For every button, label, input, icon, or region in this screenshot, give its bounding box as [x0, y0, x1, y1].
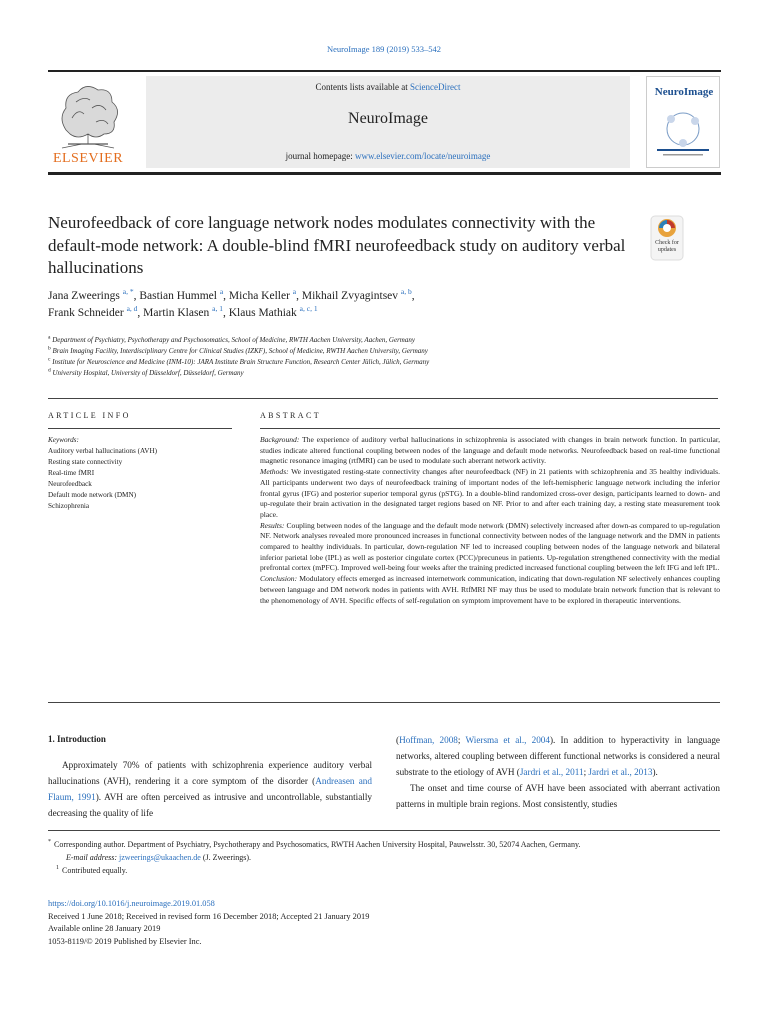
author-affiliation-mark[interactable]: a, * [122, 287, 134, 297]
copyright: 1053-8119/© 2019 Published by Elsevier Inc. [48, 936, 202, 946]
body-text: ). AVH are often perceived as intrusive and uncontrollable, substantially decreasing the quality of life [48, 792, 372, 818]
citation-link[interactable]: Andreasen and Flaum, 1991 [48, 776, 372, 802]
abstract-section-label: Conclusion: [260, 574, 298, 584]
author-affiliation-mark[interactable]: a [219, 287, 224, 297]
body-column-right [396, 732, 720, 812]
body-column-left [48, 757, 372, 821]
body-paragraph [396, 735, 720, 777]
affiliation-item [48, 357, 718, 368]
homepage-prefix: journal homepage: [285, 151, 356, 161]
keywords-label: Keywords: [48, 436, 79, 444]
abstract-section-label: Background: [260, 435, 300, 444]
keyword-item: Auditory verbal hallucinations (AVH) [48, 447, 158, 455]
author-affiliation-mark[interactable]: a, d [126, 304, 138, 314]
citation-link[interactable]: Jardri et al., 2013 [588, 767, 653, 777]
article-info-top-rule [48, 398, 718, 399]
check-for-updates-icon[interactable] [648, 214, 686, 262]
journal-name: NeuroImage [348, 110, 428, 127]
body-text: ). [652, 767, 658, 777]
body-paragraph: The onset and time course of AVH have been associated with aberrant activation patterns in multiple brain regions. Most consistently, studies [396, 783, 720, 809]
abstract-paragraph [260, 467, 720, 521]
author-list: Jana Zweerings $^{a, *}$, Bastian Hummel $^a$, Micha Keller $^a$, Mikhail Zvyagintsev $^{a, b}$, Frank Schneider $^{a, d}$, Martin Klasen $^{a, 1}$, Klaus Mathiak $^{a, c, 1}$ [48, 287, 415, 319]
keyword-item: Real-time fMRI [48, 469, 95, 477]
author-name[interactable]: Jana Zweerings [48, 290, 120, 302]
email-suffix: (J. Zweerings). [200, 853, 252, 862]
footnote-mark: 1 [56, 865, 59, 872]
abstract-text: We investigated resting-state connectivity changes after neurofeedback (NF) in 21 patients with schizophrenia and 35 healthy individuals. All participants underwent two days of neurofeedback training of important nodes of the left-hemispheric language network including the inferior frontal gyrus (IFG) and posterior superior temporal gyrus (pSTG). In a double-blind randomized cross-over design, participants learned to down- and up-regulate their brain activation in the designated target regions based on NF. Prior to and after each training day, a resting state measurement took place. [260, 467, 720, 519]
abstract-rule [260, 428, 720, 429]
affiliation-item [48, 368, 718, 379]
affiliation-text: Brain Imaging Facility, Interdisciplinary Centre for Clinical Studies (IZKF), School of Medicine, RWTH Aachen University, Germany [52, 347, 428, 355]
contents-prefix: Contents lists available at [315, 82, 410, 92]
keywords-block [48, 435, 238, 512]
footnote-text: Contributed equally. [62, 866, 128, 875]
abstract-section-label: Results: [260, 520, 285, 530]
author-affiliation-mark[interactable]: a, b [400, 287, 412, 297]
affiliation-list [48, 335, 718, 379]
citation-link[interactable]: Wiersma et al., 2004 [465, 735, 550, 745]
author-name[interactable]: Micha Keller [228, 290, 290, 302]
author-affiliation-mark[interactable]: a, c, 1 [299, 304, 318, 314]
abstract-body [260, 435, 720, 606]
keyword-item: Neurofeedback [48, 480, 92, 488]
article-info-rule [48, 428, 232, 429]
abstract-paragraph [260, 435, 720, 467]
affiliation-text: Department of Psychiatry, Psychotherapy and Psychosomatics, School of Medicine, RWTH Aachen University, Aachen, Germany [52, 336, 415, 344]
affiliation-text: Institute for Neuroscience and Medicine (INM-10): JARA Institute Brain Structure Function, Research Center Jülich, Jülich, Germany [52, 358, 430, 366]
abstract-paragraph [260, 521, 720, 575]
body-paragraph [48, 757, 372, 821]
author-name[interactable]: Martin Klasen [143, 307, 210, 319]
keyword-item: Default mode network (DMN) [48, 491, 137, 499]
abstract-text: Coupling between nodes of the language and the default mode network (DMN) selectively increased after down-as compared to up-regulation NF. Network analyses revealed more pronounced increases in functional connectivity between nodes of the language network and the DMN in patients compared to healthy individuals. In particular, down-regulation NF led to increased coupling between nodes of the language network and bilateral inferior parietal lobe (IPL) as well as posterior cingulate cortex (PCC)/precuneus in patients. Up-regulation strengthened connectivity with the medial prefrontal cortex (mPFC). Improved well-being four weeks after the training predicted increased functional coupling between the left IFG and left IPL. [260, 520, 720, 573]
homepage-link[interactable]: www.elsevier.com/locate/neuroimage [355, 151, 491, 161]
affiliation-mark: a [48, 334, 51, 341]
author-affiliation-mark[interactable]: a [292, 287, 297, 297]
citation-link[interactable]: Hoffman, 2008 [399, 735, 458, 745]
abstract-section-label: Methods: [260, 467, 289, 477]
affiliation-item [48, 346, 718, 357]
abstract-bottom-rule [48, 702, 720, 703]
body-text: Approximately 70% of patients with schizophrenia experience auditory verbal hallucinations (AVH), rendering it a core symptom of the disorder ( [48, 760, 372, 786]
keyword-item: Schizophrenia [48, 502, 90, 510]
doi-link[interactable]: https://doi.org/10.1016/j.neuroimage.2019.01.058 [48, 899, 215, 908]
body-text: ). In addition to hyperactivity in language networks, altered coupling between different functional networks is considered a neural substrate to the etiology of AVH ( [396, 735, 721, 777]
header-bottom-rule [48, 172, 721, 175]
journal-homepage-line [146, 151, 630, 161]
footnote-rule [48, 830, 720, 831]
citation-link[interactable]: Jardri et al., 2011 [519, 767, 584, 777]
author-name[interactable]: Bastian Hummel [139, 290, 217, 302]
body-text: ( [396, 735, 400, 745]
email-link[interactable]: jzweerings@ukaachen.de [119, 853, 201, 862]
footnote-contributed [48, 864, 720, 877]
header-top-rule [48, 70, 721, 72]
article-info-heading: ARTICLE INFO [48, 411, 131, 420]
received-dates: Received 1 June 2018; Received in revised form 16 December 2018; Accepted 21 January 2019 [48, 911, 370, 921]
keyword-item: Resting state connectivity [48, 458, 123, 466]
online-date: Available online 28 January 2019 [48, 924, 161, 933]
affiliation-mark: b [48, 345, 51, 352]
contents-available-line [146, 82, 630, 92]
author-name[interactable]: Frank Schneider [48, 307, 124, 319]
abstract-text: Modulatory effects emerged as increased internetwork communication, indicating that down-regulation NF selectively enhances coupling between language and DM network nodes in patients with AVH. RtfMRI NF may thus be used to modulate brain network function that is relevant to the phenomenology of AVH. Specific effects of self-regulation on symptom improvement have to be explored in therapeutic interventions. [260, 574, 720, 605]
abstract-paragraph [260, 574, 720, 606]
publisher-name[interactable]: ELSEVIER [52, 151, 124, 166]
section-heading-introduction: 1. Introduction [48, 734, 106, 744]
check-for-updates-label[interactable]: Check for updates [655, 240, 679, 253]
footnote-text: Corresponding author. Department of Psychiatry, Psychotherapy and Psychosomatics, RWTH Aachen University Hospital, Pauwelsstr. 30, 52074 Aachen, Germany. [54, 840, 581, 849]
sciencedirect-link[interactable]: ScienceDirect [410, 82, 461, 92]
footnotes [48, 838, 720, 877]
email-label: E-mail address: [66, 853, 120, 862]
body-text: ; [457, 735, 466, 745]
author-name[interactable]: Klaus Mathiak [228, 307, 297, 319]
article-title: Neurofeedback of core language network nodes modulates connectivity with the default-mode network: A double-blind fMRI neurofeedback study on auditory verbal hallucinations [48, 213, 626, 277]
cover-journal-title: NeuroImage [654, 86, 714, 98]
affiliation-mark: d [48, 367, 51, 374]
affiliation-item [48, 335, 718, 346]
footnote-corresponding [48, 838, 720, 851]
abstract-text: The experience of auditory verbal hallucinations in schizophrenia is associated with changes in brain network function. In particular, studies indicate altered functional coupling between nodes of the language and default mode networks. Neurofeedback based on real-time functional magnetic resonance imaging (rtfMRI) can be used to modulate such aberrant network activity. [260, 435, 720, 466]
publication-info [48, 898, 720, 948]
affiliation-mark: c [48, 356, 51, 363]
footnote-email [48, 851, 720, 864]
body-text: ; [583, 767, 589, 777]
footnote-mark: * [48, 839, 51, 846]
author-affiliation-mark[interactable]: a, 1 [212, 304, 223, 314]
author-name[interactable]: Mikhail Zvyagintsev [301, 290, 399, 302]
affiliation-text: University Hospital, University of Düsseldorf, Düsseldorf, Germany [52, 369, 244, 377]
journal-reference[interactable]: NeuroImage 189 (2019) 533–542 [326, 44, 441, 54]
abstract-heading: ABSTRACT [260, 411, 321, 420]
